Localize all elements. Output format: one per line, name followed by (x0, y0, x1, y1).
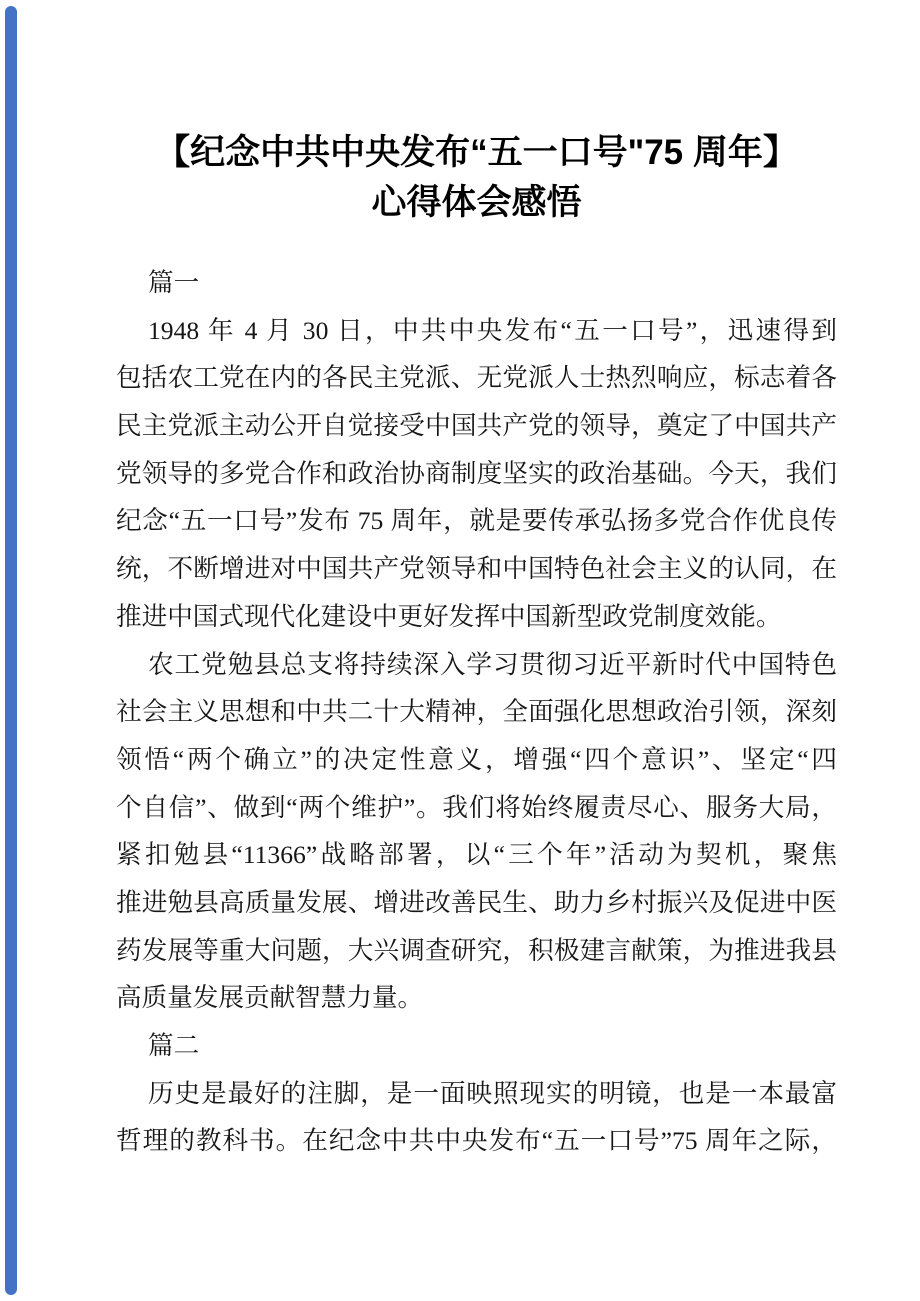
text-line: 推进中国式现代化建设中更好发挥中国新型政党制度效能。 (116, 601, 782, 631)
text-line: 党领导的多党合作和政治协商制度坚实的政治基础。今天，我们 (116, 458, 837, 488)
text-line: 领悟“两个确立”的决定性意义，增强“四个意识”、坚定“四 (116, 744, 837, 774)
text-line: 纪念“五一口号”发布 75 周年，就是要传承弘扬多党合作优良传 (116, 506, 837, 536)
text-line: 1948 年 4 月 30 日，中共中央发布“五一口号”，迅速得到 (148, 315, 837, 345)
section-label-2: 篇二 (148, 1031, 200, 1060)
section-label-1: 篇一 (148, 268, 200, 297)
title-line-1: 【纪念中共中央发布“五一口号"75 周年】 (155, 133, 798, 172)
text-line: 农工党勉县总支将持续深入学习贯彻习近平新时代中国特色 (148, 649, 837, 679)
text-line: 包括农工党在内的各民主党派、无党派人士热烈响应，标志着各 (116, 363, 837, 393)
text-line: 民主党派主动公开自觉接受中国共产党的领导，奠定了中国共产 (116, 411, 837, 441)
text-line: 哲理的教科书。在纪念中共中央发布“五一口号”75 周年之际， (116, 1126, 837, 1156)
text-line: 社会主义思想和中共二十大精神，全面强化思想政治引领，深刻 (116, 697, 837, 727)
left-accent-bar (5, 6, 17, 1295)
text-line: 个自信”、做到“两个维护”。我们将始终履责尽心、服务大局， (116, 792, 837, 822)
text-line: 高质量发展贡献智慧力量。 (116, 983, 424, 1013)
text-line: 历史是最好的注脚，是一面映照现实的明镜，也是一本最富 (148, 1078, 837, 1108)
title-line-2: 心得体会感悟 (371, 183, 582, 222)
text-line: 统，不断增进对中国共产党领导和中国特色社会主义的认同，在 (116, 554, 837, 584)
text-line: 紧扣勉县“11366”战略部署，以“三个年”活动为契机，聚焦 (116, 840, 837, 870)
text-line: 药发展等重大问题，大兴调查研究，积极建言献策，为推进我县 (116, 935, 837, 965)
document-title (116, 128, 837, 228)
text-line: 推进勉县高质量发展、增进改善民生、助力乡村振兴及促进中医 (116, 887, 837, 917)
body-text (116, 259, 837, 1165)
